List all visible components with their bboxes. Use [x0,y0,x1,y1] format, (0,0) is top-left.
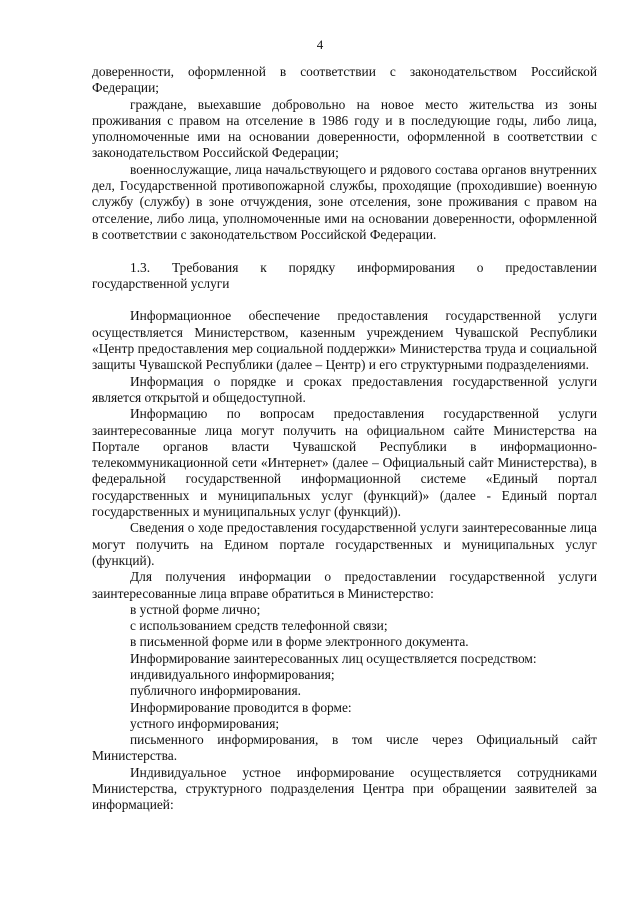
paragraph: Информацию по вопросам предоставления государственной услуги заинтересованные лица могут получить на официальном сайте Министерства на Портале органов власти Чувашской Республики в информационно-телекоммуникационной сети «Интернет» (далее – Официальный сайт Министерства), в федеральной государственной информационной системе «Единый портал государственных и муниципальных услуг (функций)» (далее - Единый портал государственных и муниципальных услуг (функций)). [92,406,597,520]
section-title-word: Требования [171,259,239,275]
section-title-word: порядку [288,259,336,275]
document-body [92,64,597,814]
list-item: публичного информирования. [130,683,301,699]
paragraph: Сведения о ходе предоставления государственной услуги заинтересованные лица могут получить на Едином портале государственных и муниципальных услуг (функций). [92,520,597,568]
paragraph: Информация о порядке и сроках предоставления государственной услуги является открытой и общедоступной. [92,373,597,405]
list-item: с использованием средств телефонной связи; [130,618,388,634]
section-title-word: информирования [357,259,455,275]
paragraph: Информирование проводится в форме: [130,699,352,715]
list-item: в письменной форме или в форме электронного документа. [130,634,469,650]
list-item: индивидуального информирования; [130,666,335,682]
paragraph: Информационное обеспечение предоставления государственной услуги осуществляется Министерством, казенным учреждением Чувашской Республики «Центр предоставления мер социальной поддержки» Министерства труда и социальной защиты Чувашской Республики (далее – Центр) и его структурными подразделениями. [92,308,597,373]
paragraph: военнослужащие, лица начальствующего и рядового состава органов внутренних дел, Государственной противопожарной службы, проходящие (проходившие) военную службу (службу) в зоне отчуждения, зоне отселения, зоне проживания с правом на отселение, либо лица, уполномоченные ими на основании доверенности, оформленной в соответствии с законодательством Российской Федерации. [92,161,597,242]
section-title-continuation: государственной услуги [92,275,230,291]
section-title-word: о [476,259,484,275]
paragraph: доверенности, оформленной в соответствии с законодательством Российской Федерации; [92,64,597,96]
list-item: устного информирования; [130,715,280,731]
paragraph: граждане, выехавшие добровольно на новое место жительства из зоны проживания с правом на отселение в 1986 году и в последующие годы, либо лица, уполномоченные ими на основании доверенности, оформленной в соответствии с законодательством Российской Федерации; [92,96,597,161]
paragraph: Индивидуальное устное информирование осуществляется сотрудниками Министерства, структурного подразделения Центра при обращении заявителей за информацией: [92,764,597,813]
list-item: в устной форме лично; [130,601,261,617]
page-number: 4 [316,37,324,52]
blank-line [92,243,597,259]
paragraph: Для получения информации о предоставлении государственной услуги заинтересованные лица вправе обратиться в Министерство: [92,569,597,601]
paragraph: Информирование заинтересованных лиц осуществляется посредством: [130,650,537,666]
blank-line [92,292,597,308]
section-heading-line [92,260,597,276]
section-title-word: предоставлении [505,259,597,275]
section-heading [92,260,597,293]
section-title-word: к [260,259,267,275]
section-number: 1.3. [130,259,151,275]
list-item: письменного информирования, в том числе через Официальный сайт Министерства. [92,732,597,764]
